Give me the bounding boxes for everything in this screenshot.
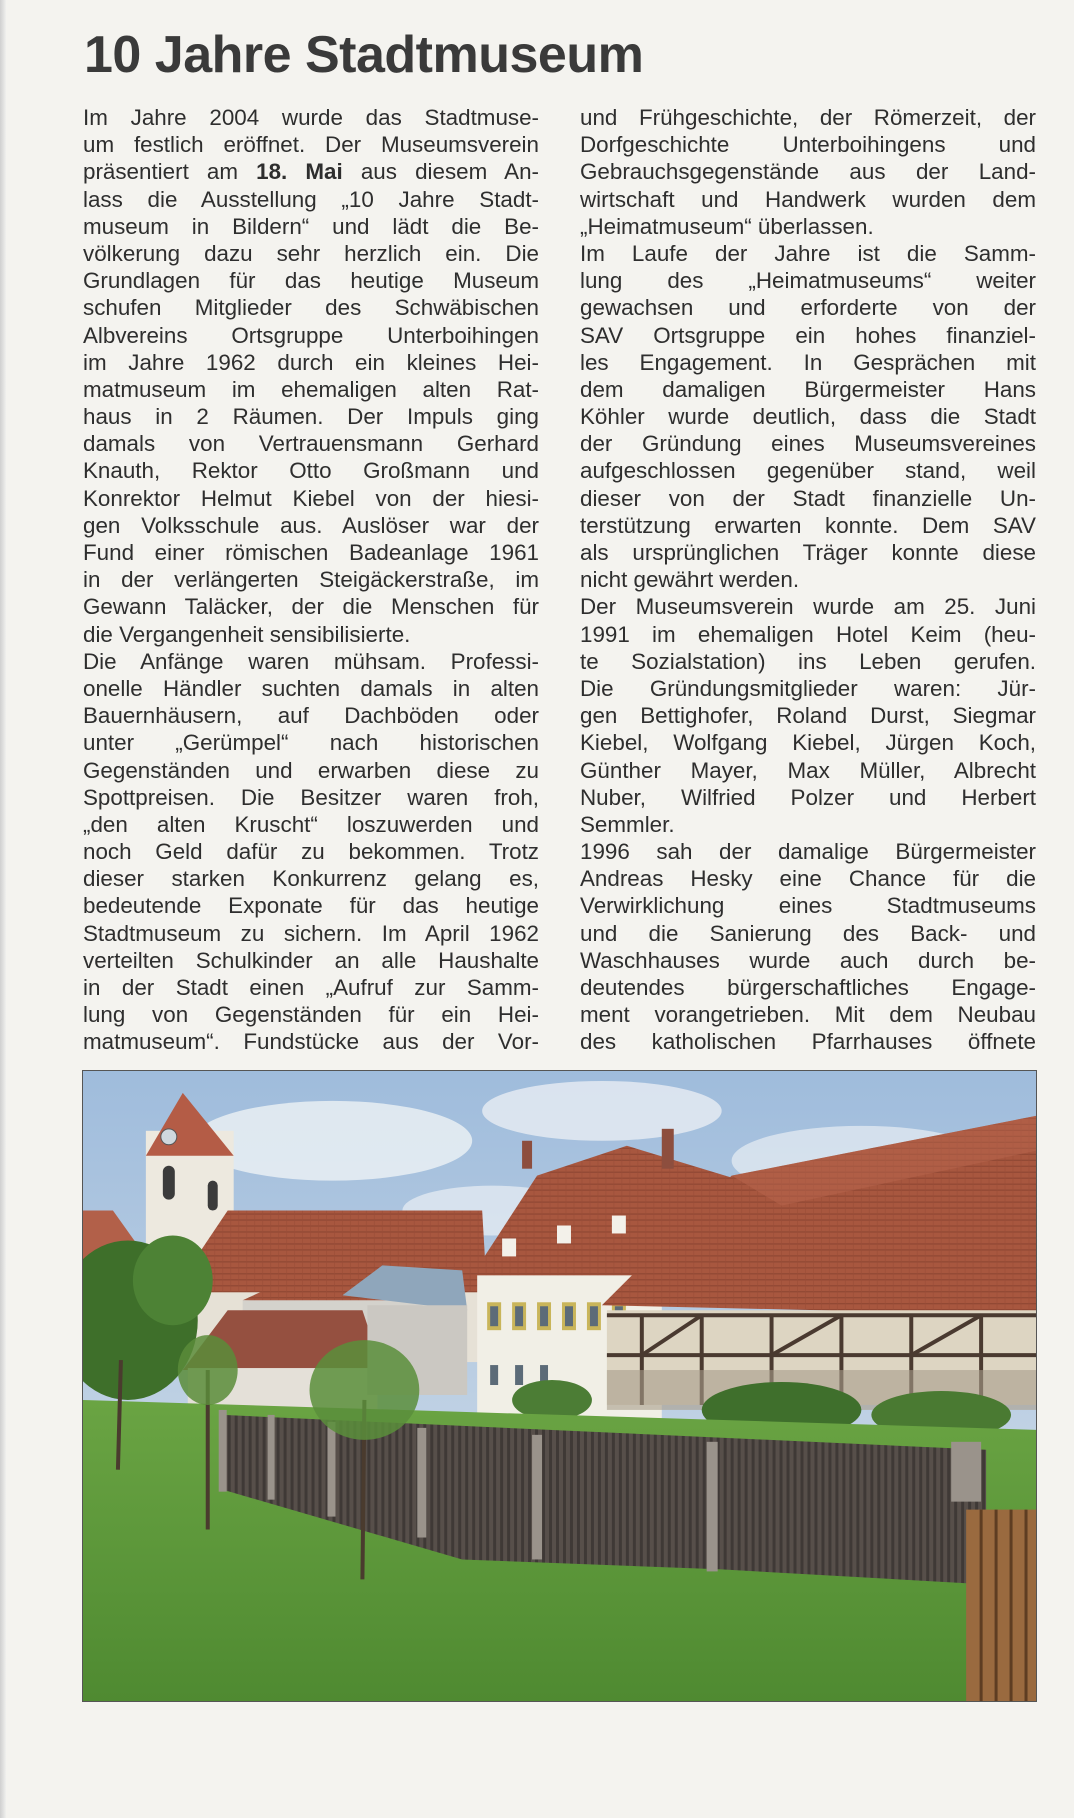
text-line: Köhler wurde deutlich, dass die Stadt xyxy=(580,404,1036,430)
text-segment: Albvereins Ortsgruppe Unterboihingen xyxy=(83,322,539,348)
text-line: gen Bettighofer, Roland Durst, Siegmar xyxy=(580,703,1036,729)
text-line: Der Museumsverein wurde am 25. Juni xyxy=(580,594,1036,620)
text-line xyxy=(83,539,539,566)
text-line: Nuber, Wilfried Polzer und Herbert xyxy=(580,784,1036,810)
village-church-and-barn-photo xyxy=(83,1071,1036,1701)
text-line: Die Gründungsmitglieder waren: Jür- xyxy=(580,675,1036,701)
text-line: Im Laufe der Jahre ist die Samm- xyxy=(580,240,1036,266)
text-line xyxy=(83,485,539,512)
text-line xyxy=(83,104,539,131)
text-segment: matmuseum“. Fundstücke aus der Vor- xyxy=(83,1029,539,1055)
text-segment: lass die Ausstellung „10 Jahre Stadt- xyxy=(83,186,539,212)
text-line: Verwirklichung eines Stadtmuseums xyxy=(580,893,1036,919)
text-line: Dorfgeschichte Unterboihingens und xyxy=(580,132,1036,158)
text-line xyxy=(83,757,539,784)
text-line xyxy=(83,186,539,213)
text-segment: verteilten Schulkinder an alle Haushalte xyxy=(83,947,539,973)
text-segment: Spottpreisen. Die Besitzer waren froh, xyxy=(83,784,539,810)
text-segment: dieser starken Konkurrenz gelang es, xyxy=(83,866,539,892)
text-segment: lung von Gegenständen für ein Hei- xyxy=(83,1002,539,1028)
page-spine-shadow xyxy=(0,0,6,1818)
text-segment: gen Volksschule aus. Auslöser war der xyxy=(83,512,539,538)
article-photo xyxy=(82,1070,1037,1702)
text-line: der Gründung eines Museumsvereines xyxy=(580,431,1036,457)
text-line: dieser von der Stadt finanzielle Un- xyxy=(580,485,1036,511)
text-segment: matmuseum im ehemaligen alten Rat- xyxy=(83,376,539,402)
text-line xyxy=(83,838,539,865)
text-line: deutendes bürgerschaftliches Engage- xyxy=(580,975,1036,1000)
text-segment: damals von Vertrauensmann Gerhard xyxy=(83,431,539,457)
text-line xyxy=(83,621,539,648)
text-segment: unter „Gerümpel“ nach historischen xyxy=(83,730,539,756)
text-line xyxy=(83,920,539,947)
text-line xyxy=(83,430,539,457)
text-segment: in der verlängerten Steigäckerstraße, im xyxy=(83,567,539,593)
text-line: terstützung erwarten konnte. Dem SAV xyxy=(580,512,1036,538)
text-segment: die Vergangenheit sensibilisierte. xyxy=(83,621,411,647)
text-segment: in der Stadt einen „Aufruf zur Samm- xyxy=(83,975,539,1000)
text-segment: haus in 2 Räumen. Der Impuls ging xyxy=(83,404,539,430)
text-line xyxy=(83,240,539,267)
text-line xyxy=(83,593,539,620)
text-line: lung des „Heimatmuseums“ weiter xyxy=(580,268,1036,294)
text-segment: Bauernhäusern, auf Dachböden oder xyxy=(83,703,539,729)
text-line: SAV Ortsgruppe ein hohes finanziel- xyxy=(580,322,1036,348)
text-segment: Gegenständen und erwarben diese zu xyxy=(83,757,539,783)
text-line: Semmler. xyxy=(580,811,675,837)
text-line: Günther Mayer, Max Müller, Albrecht xyxy=(580,757,1036,783)
text-line xyxy=(83,784,539,811)
article-title: 10 Jahre Stadtmuseum xyxy=(84,26,644,84)
article-column-left xyxy=(83,104,539,1056)
text-line xyxy=(83,1028,539,1055)
text-line xyxy=(83,648,539,675)
text-line xyxy=(83,892,539,919)
article-column-right xyxy=(580,104,1036,1056)
text-line xyxy=(83,403,539,430)
text-line xyxy=(83,702,539,729)
text-segment: Knauth, Rektor Otto Großmann und xyxy=(83,458,539,484)
text-line xyxy=(83,158,539,185)
text-line: nicht gewährt werden. xyxy=(580,567,800,593)
text-line: gewachsen und erforderte von der xyxy=(580,295,1036,321)
text-line: Andreas Hesky eine Chance für die xyxy=(580,866,1036,892)
date-highlight: 18. Mai xyxy=(256,159,343,185)
text-segment: bedeutende Exponate für das heutige xyxy=(83,893,539,919)
text-line: und Frühgeschichte, der Römerzeit, der xyxy=(580,105,1036,130)
text-segment: Die Anfänge waren mühsam. Professi- xyxy=(83,648,539,674)
text-line xyxy=(83,865,539,892)
text-line xyxy=(83,512,539,539)
text-segment: Im Jahre 2004 wurde das Stadtmuse- xyxy=(83,105,539,130)
text-segment: um festlich eröffnet. Der Museumsverein xyxy=(83,132,539,158)
text-line: und die Sanierung des Back- und xyxy=(580,920,1036,946)
text-line xyxy=(83,267,539,294)
text-line xyxy=(83,974,539,1001)
text-line: te Sozialstation) ins Leben gerufen. xyxy=(580,648,1036,674)
text-line: Waschhauses wurde auch durch be- xyxy=(580,947,1036,973)
text-line: wirtschaft und Handwerk wurden dem xyxy=(580,186,1036,212)
text-line xyxy=(83,729,539,756)
text-line xyxy=(83,566,539,593)
text-line: aufgeschlossen gegenüber stand, weil xyxy=(580,458,1036,484)
text-segment: „den alten Kruscht“ loszuwerden und xyxy=(83,811,539,837)
text-line xyxy=(83,349,539,376)
text-segment: völkerung dazu sehr herzlich ein. Die xyxy=(83,240,539,266)
text-line: Kiebel, Wolfgang Kiebel, Jürgen Koch, xyxy=(580,730,1036,756)
text-line xyxy=(83,811,539,838)
text-line xyxy=(83,457,539,484)
text-line: 1996 sah der damalige Bürgermeister xyxy=(580,839,1036,865)
text-line xyxy=(83,131,539,158)
text-segment: Konrektor Helmut Kiebel von der hiesi- xyxy=(83,485,539,511)
text-line xyxy=(83,213,539,240)
text-line: „Heimatmuseum“ überlassen. xyxy=(580,213,874,239)
text-line: 1991 im ehemaligen Hotel Keim (heu- xyxy=(580,621,1036,647)
text-line: als ursprünglichen Träger konnte diese xyxy=(580,540,1036,565)
text-segment: Fund einer römischen Badeanlage 1961 xyxy=(83,540,539,565)
text-segment: aus diesem An- xyxy=(342,159,539,185)
text-line xyxy=(83,322,539,349)
text-line xyxy=(83,1001,539,1028)
text-segment: Grundlagen für das heutige Museum xyxy=(83,268,539,294)
text-line: les Engagement. In Gesprächen mit xyxy=(580,349,1036,375)
text-line: dem damaligen Bürgermeister Hans xyxy=(580,376,1036,402)
text-line: des katholischen Pfarrhauses öffnete xyxy=(580,1029,1036,1055)
text-segment: im Jahre 1962 durch ein kleines Hei- xyxy=(83,349,539,375)
text-segment: museum in Bildern“ und lädt die Be- xyxy=(83,213,539,239)
text-line: ment vorangetrieben. Mit dem Neubau xyxy=(580,1002,1036,1028)
text-line xyxy=(83,376,539,403)
text-segment: Stadtmuseum zu sichern. Im April 1962 xyxy=(83,920,539,946)
text-line xyxy=(83,294,539,321)
text-line xyxy=(83,675,539,702)
text-segment: onelle Händler suchten damals in alten xyxy=(83,675,539,701)
text-segment: präsentiert am xyxy=(83,159,257,185)
text-line: Gebrauchsgegenstände aus der Land- xyxy=(580,159,1036,185)
text-segment: Gewann Taläcker, der die Menschen für xyxy=(83,594,539,620)
text-segment: schufen Mitglieder des Schwäbischen xyxy=(83,295,539,321)
text-segment: noch Geld dafür zu bekommen. Trotz xyxy=(83,839,539,865)
text-line xyxy=(83,947,539,974)
